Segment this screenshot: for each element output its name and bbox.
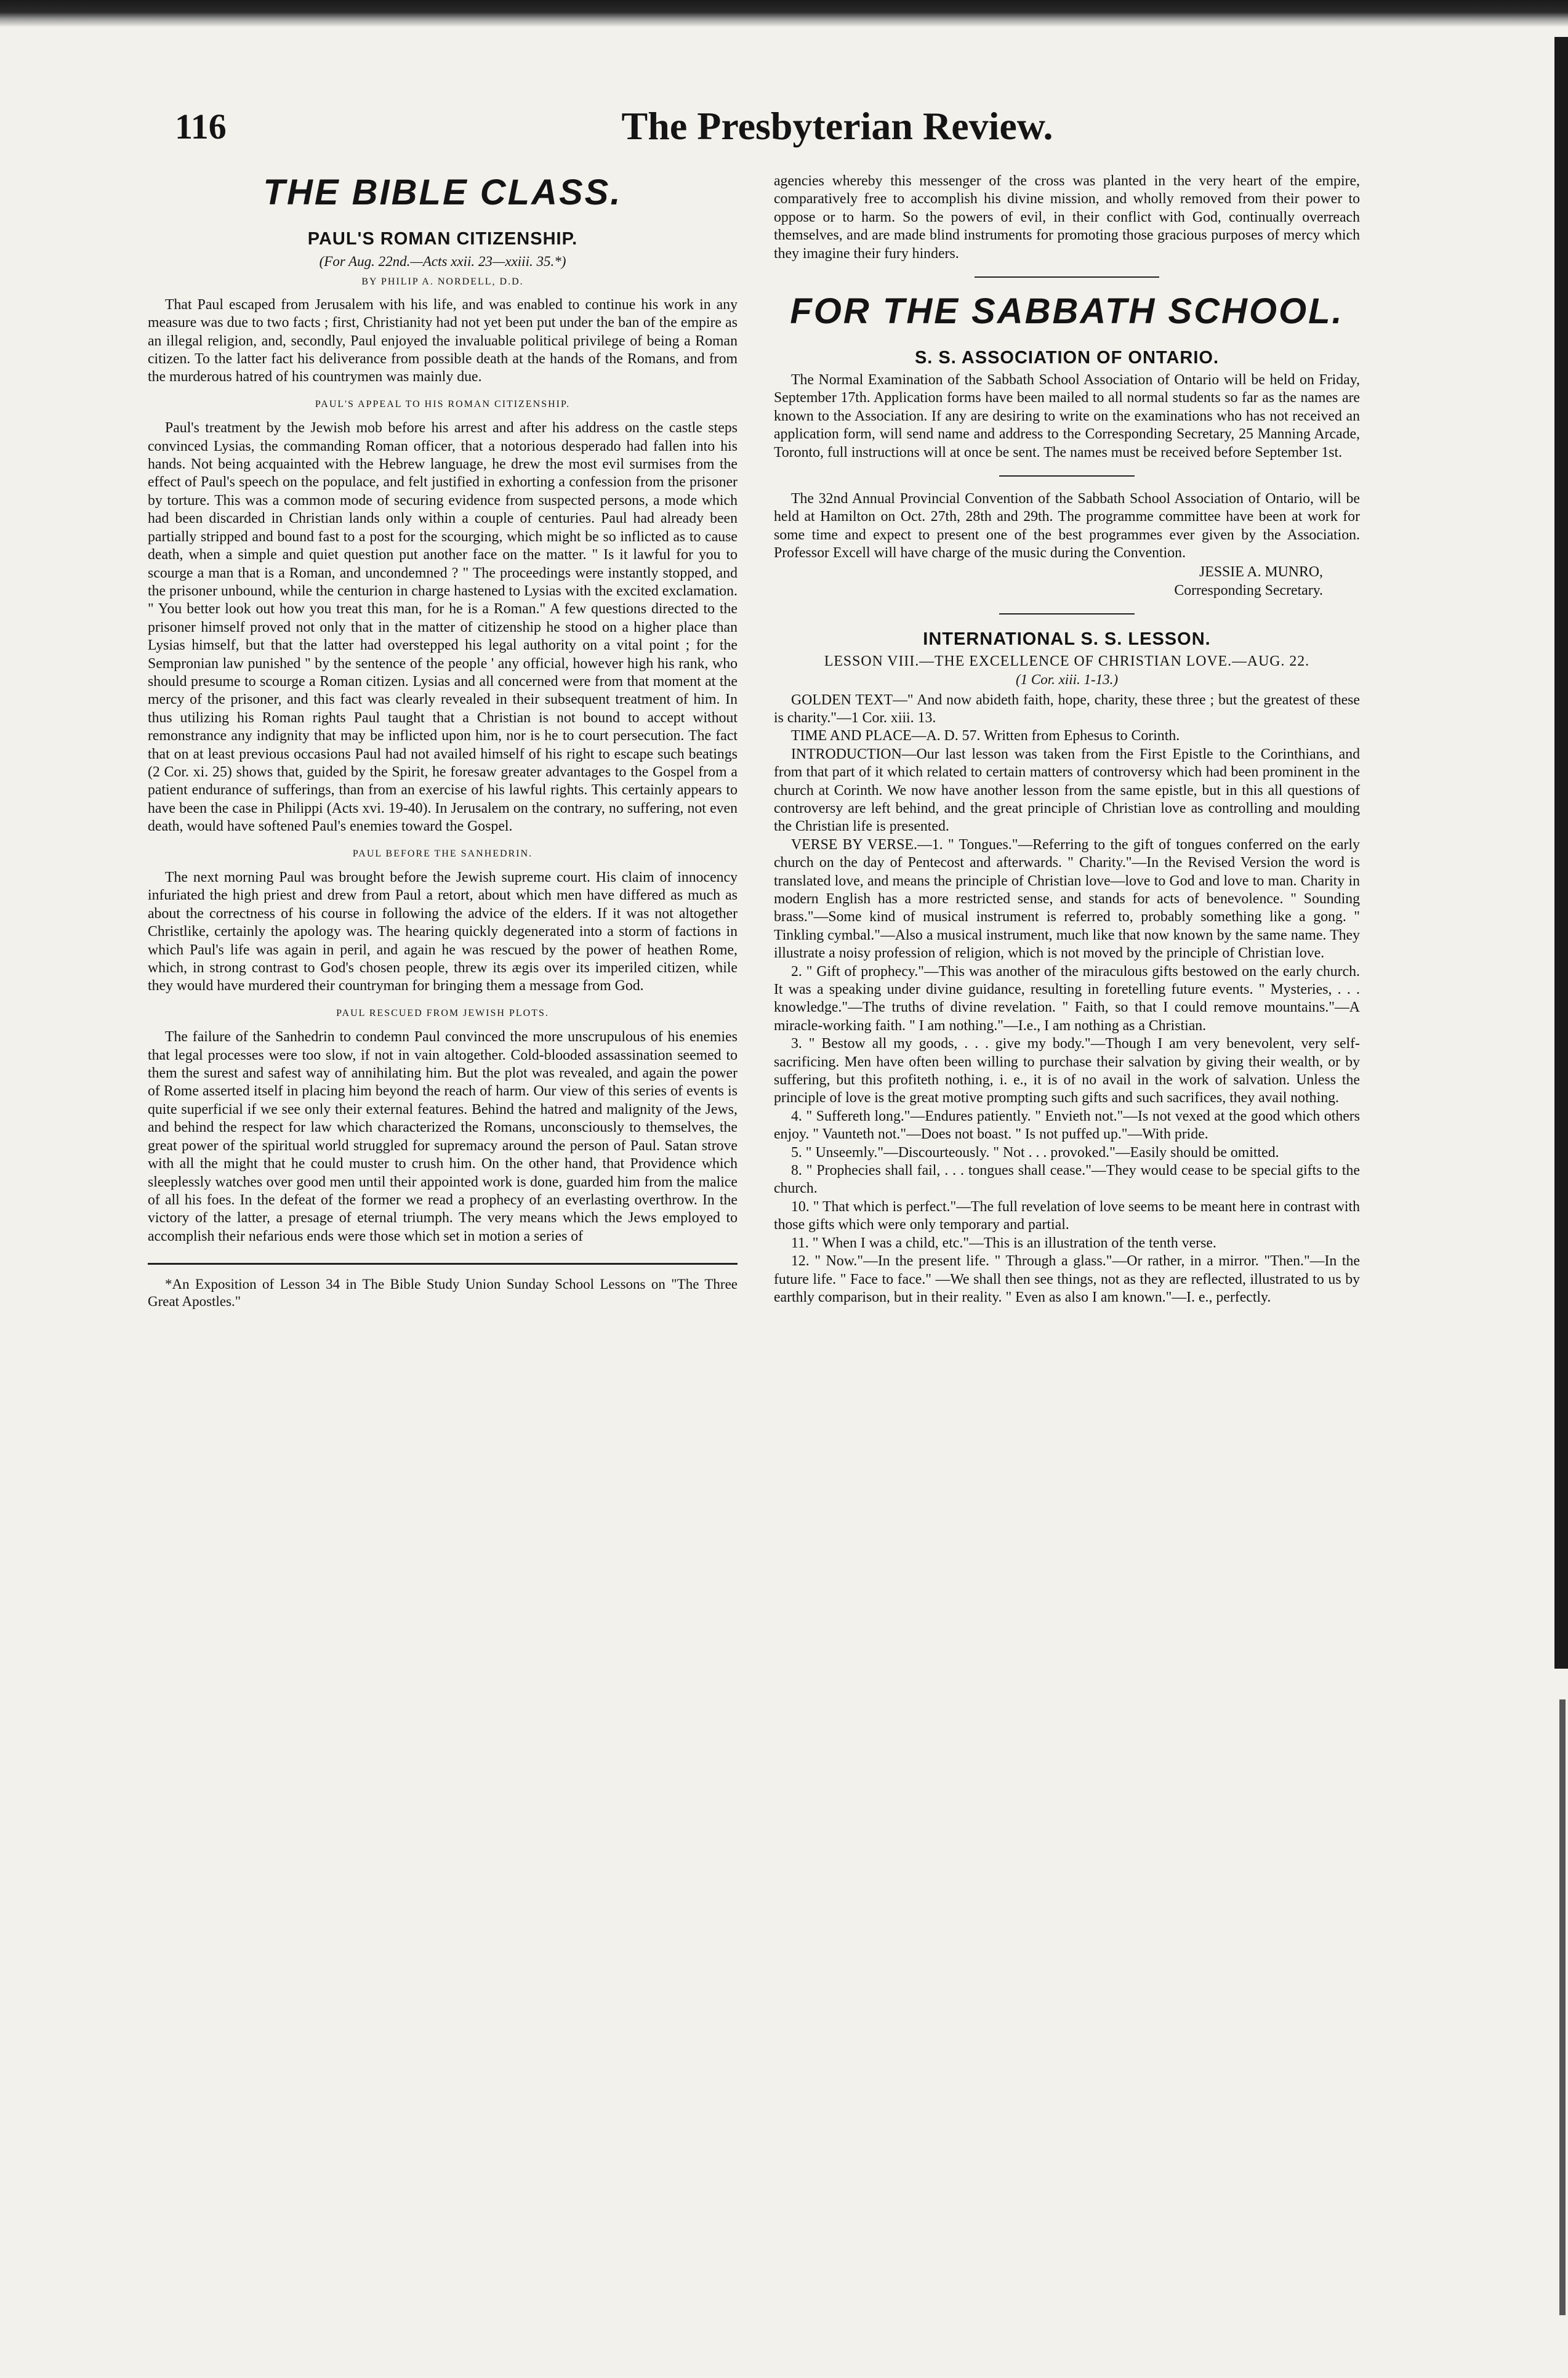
association-paragraph: The 32nd Annual Provincial Convention of the Sabbath School Association of Ontario, will be held at Hamilton on Oct. 27th, 28th and 29th. The programme committee have been at work for some time and expect to present one of the best programmes ever given by the Association. Professor Excell will have charge of the music during the Convention. [774, 491, 1360, 562]
signature-name: JESSIE A. MUNRO, [1199, 563, 1323, 580]
verse-note: VERSE BY VERSE.—1. " Tongues."—Referring to the gift of tongues conferred on the early church on the day of Pentecost and afterwards. " Charity."—In the Revised Version the word is translated love, and means the principle of Christian love—love to God and love to man. Charity in modern English has a more restricted sense, and stands for acts of benevolence. " Sounding brass."—Some kind of musical instrument is referred to, probably something like a gong. " Tinkling cymbal."—Also a musical instrument, much like that now known by the same name. They illustrate a noisy profession of religion, which is not moved by the principle of Christian love. [774, 836, 1360, 962]
introduction: INTRODUCTION—Our last lesson was taken from the First Epistle to the Corinthians, and from that part of it which related to certain matters of controversy which had been prominent in the church at Corinth. We now have another lesson from the same epistle, but in this all questions of controversy are left behind, and the great principle of Christian love as controlling and moulding the Christian life is presented. [774, 746, 1360, 835]
time-and-place: TIME AND PLACE—A. D. 57. Written from Ephesus to Corinth. [791, 728, 1180, 744]
subhead-roman-citizenship: PAUL'S APPEAL TO HIS ROMAN CITIZENSHIP. [315, 398, 571, 409]
subhead-sanhedrin: PAUL BEFORE THE SANHEDRIN. [352, 848, 533, 859]
article-paragraph: The next morning Paul was brought before the Jewish supreme court. His claim of innocency infuriated the high priest and drew from Paul a retort, about which men have differed as much as about the correctness of his course in following the advice of the elders. If it was not altogether Christlike, certainly the apology was. The hearing quickly degenerated into a storm of factions in which Paul's life was again in peril, and again he was rescued by the power of heathen Rome, which, in strong contrast to God's chosen people, threw its ægis over its imperiled citizen, while they would have murdered their countryman for bringing them a message from God. [148, 869, 738, 994]
masthead: The Presbyterian Review. [621, 104, 1053, 148]
page-number: 116 [175, 107, 227, 147]
page-right-edge [1554, 37, 1568, 1669]
verse-note: 5. " Unseemly."—Discourteously. " Not . . . provoked."—Easily should be omitted. [791, 1144, 1279, 1161]
article-paragraph: The failure of the Sanhedrin to condemn Paul convinced the more unscrupulous of his enemies that legal processes were too slow, if not in vain altogether. Cold-blooded assassination seemed to them the surest and safest way of annihilating him. But the plot was revealed, and again the power of Rome asserted itself in placing him beyond the reach of harm. Our view of this series of events is quite superficial if we see only their external features. Behind the hatred and malignity of the Jews, and behind the respect for law which characterized the Romans, unconsciously to themselves, the great power of the spiritual world struggled for supremacy around the person of Paul. Satan strove with all the might that he could muster to crush him. On the other hand, that Providence which sleeplessly watches over good men until their appointed work is done, guarded him from the malice of all his foes. In the defeat of the former we read a prophecy of an everlasting overthrow. In the victory of the latter, a presage of eternal triumph. The very means which the Jews employed to accomplish their nefarious ends were those which set in motion a series of [148, 1029, 738, 1244]
verse-note: 11. " When I was a child, etc."—This is an illustration of the tenth verse. [791, 1235, 1216, 1251]
footnote-rule [148, 1263, 738, 1265]
verse-note: 4. " Suffereth long."—Endures patiently. " Envieth not."—Is not vexed at the good which others enjoy. " Vaunteth not."—Does not boast. " Is not puffed up."—With pride. [774, 1108, 1360, 1143]
verse-note: 10. " That which is perfect."—The full revelation of love seems to be meant here in contrast with those gifts which were only temporary and partial. [774, 1198, 1360, 1233]
right-column [774, 172, 1360, 1307]
left-column [148, 172, 738, 1310]
subhead-jewish-plots: PAUL RESCUED FROM JEWISH PLOTS. [336, 1007, 549, 1018]
verse-note: 12. " Now."—In the present life. " Through a glass."—Or rather, in a mirror. "Then."—In the future life. " Face to face." —We shall then see things, not as they are reflected, illustrated to us by earthly comparison, but in their reality. " Even as also I am known."—I. e., perfectly. [774, 1253, 1360, 1305]
byline: BY PHILIP A. NORDELL, D.D. [361, 276, 524, 288]
association-title: S. S. ASSOCIATION OF ONTARIO. [914, 348, 1220, 368]
footnote [148, 1276, 738, 1310]
scripture-reference: (For Aug. 22nd.—Acts xxii. 23—xxiii. 35.*) [319, 254, 566, 269]
page-top-edge [0, 0, 1568, 27]
verse-note: 3. " Bestow all my goods, . . . give my body."—Though I am very benevolent, very self-sacrificing. Men have often been willing to purchase their salvation by giving their wealth, or by suffering, but this profiteth nothing, i. e., it is of no avail in the work of salvation. Unless the principle of love is the great motive prompting such gifts and such sacrifices, they avail nothing. [774, 1036, 1360, 1106]
article-divider [999, 475, 1135, 477]
golden-text: GOLDEN TEXT—" And now abideth faith, hope, charity, these three ; but the greatest of these is charity."—1 Cor. xiii. 13. [774, 691, 1360, 726]
lesson-reference: (1 Cor. xiii. 1-13.) [1015, 672, 1119, 688]
article-title: PAUL'S ROMAN CITIZENSHIP. [307, 229, 578, 249]
verse-note: 8. " Prophecies shall fail, . . . tongues shall cease."—They would cease to be special gifts to the church. [774, 1163, 1360, 1197]
association-paragraph: The Normal Examination of the Sabbath School Association of Ontario will be held on Friday, September 17th. Application forms have been mailed to all normal students so far as the names are known to the Association. If any are desiring to write on the examinations who has not received an application form, will send name and address to the Corresponding Secretary, 25 Manning Arcade, Toronto, full instructions will at once be sent. The names must be received before September 1st. [774, 372, 1360, 461]
page-right-edge-lower [1559, 1699, 1566, 2315]
section-divider [975, 276, 1159, 278]
verse-note: 2. " Gift of prophecy."—This was another of the miraculous gifts bestowed on the early church. It was a speaking under divine guidance, resulting in foretelling future events. " Mysteries, . . . knowledge."—The truths of divine revelation. " Faith, so that I could remove mountains."—A miracle-working faith. " I am nothing."—I.e., I am nothing as a Christian. [774, 963, 1360, 1034]
article-intro: That Paul escaped from Jerusalem with his life, and was enabled to continue his work in any measure was due to two facts ; first, Christianity had not yet been put under the ban of the empire as an illegal religion, and, secondly, Paul enjoyed the invaluable political privilege of being a Roman citizen. To the latter fact his deliverance from possible death at the hands of the Romans, and from the murderous hatred of his countrymen was mainly due. [148, 296, 738, 385]
footnote-text: *An Exposition of Lesson 34 in The Bible Study Union Sunday School Lessons on "The Three Great Apostles." [148, 1276, 738, 1310]
continued-paragraph: agencies whereby this messenger of the cross was planted in the very heart of the empire, comparatively free to accomplish his divine mission, and wholly removed from their power to oppose or to harm. So the powers of evil, in their conflict with God, continually overreach themselves, and are made blind instruments for promoting those gracious purposes of mercy which they imagine their fury hinders. [774, 173, 1360, 262]
signature [774, 563, 1360, 600]
article-divider [999, 613, 1135, 615]
signature-title: Corresponding Secretary. [1174, 582, 1323, 599]
lesson-title: INTERNATIONAL S. S. LESSON. [923, 629, 1211, 649]
article-paragraph: Paul's treatment by the Jewish mob before his arrest and after his address on the castle steps convinced Lysias, the commanding Roman officer, that a notorious desperado had fallen into his hands. Not being acquainted with the Hebrew language, he drew the most evil surmises from the effect of Paul's speech on the populace, and felt justified in exhorting a confession from the prisoner by torture. This was a common mode of securing evidence from suspected persons, a mode which had been discarded in Christian lands only within a couple of centuries. Paul had already been partially stripped and bound fast to a post for the scourging, which might be so inflicted as to cause death, when a simple and quiet question put another face on the matter. " Is it lawful for you to scourge a man that is a Roman, and uncondemned ? " The proceedings were instantly stopped, and the prisoner unbound, while the centurion in charge hastened to Lysias with the excited exclamation. " You better look out how you treat this man, for he is a Roman." A few questions directed to the prisoner himself proved not only that in the matter of citizenship he stood on a higher place than Lysias himself, but that the latter had overstepped his legal authority on a vital point ; for the Sempronian law punished " by the sentence of the people ' any official, however high his rank, who should presume to scourge a Roman citizen. Lysias and all concerned were from that moment at the mercy of the prisoner, and this fact was clearly revealed in their subsequent treatment of him. In thus utilizing his Roman rights Paul taught that a Christian is not bound to accept without remonstrance any indignity that may be inflicted upon him, nor is he to court persecution. The fact that on at least previous occasions Paul had not availed himself of his right to escape such beatings (2 Cor. xi. 25) shows that, guided by the Spirit, he foresaw greater advantages to the Gospel from a patient endurance of sufferings, than from an exercise of his lawful rights. This certainly appears to have been the case in Philippi (Acts xvi. 19-40). In Jerusalem on the contrary, no suffering, not even death, would have softened Paul's enemies toward the Gospel. [148, 420, 738, 835]
section-title-sabbath-school: FOR THE SABBATH SCHOOL. [790, 291, 1344, 332]
section-title-bible-class: THE BIBLE CLASS. [263, 172, 622, 212]
lesson-heading: LESSON VIII.—THE EXCELLENCE OF CHRISTIAN LOVE.—AUG. 22. [824, 653, 1310, 669]
